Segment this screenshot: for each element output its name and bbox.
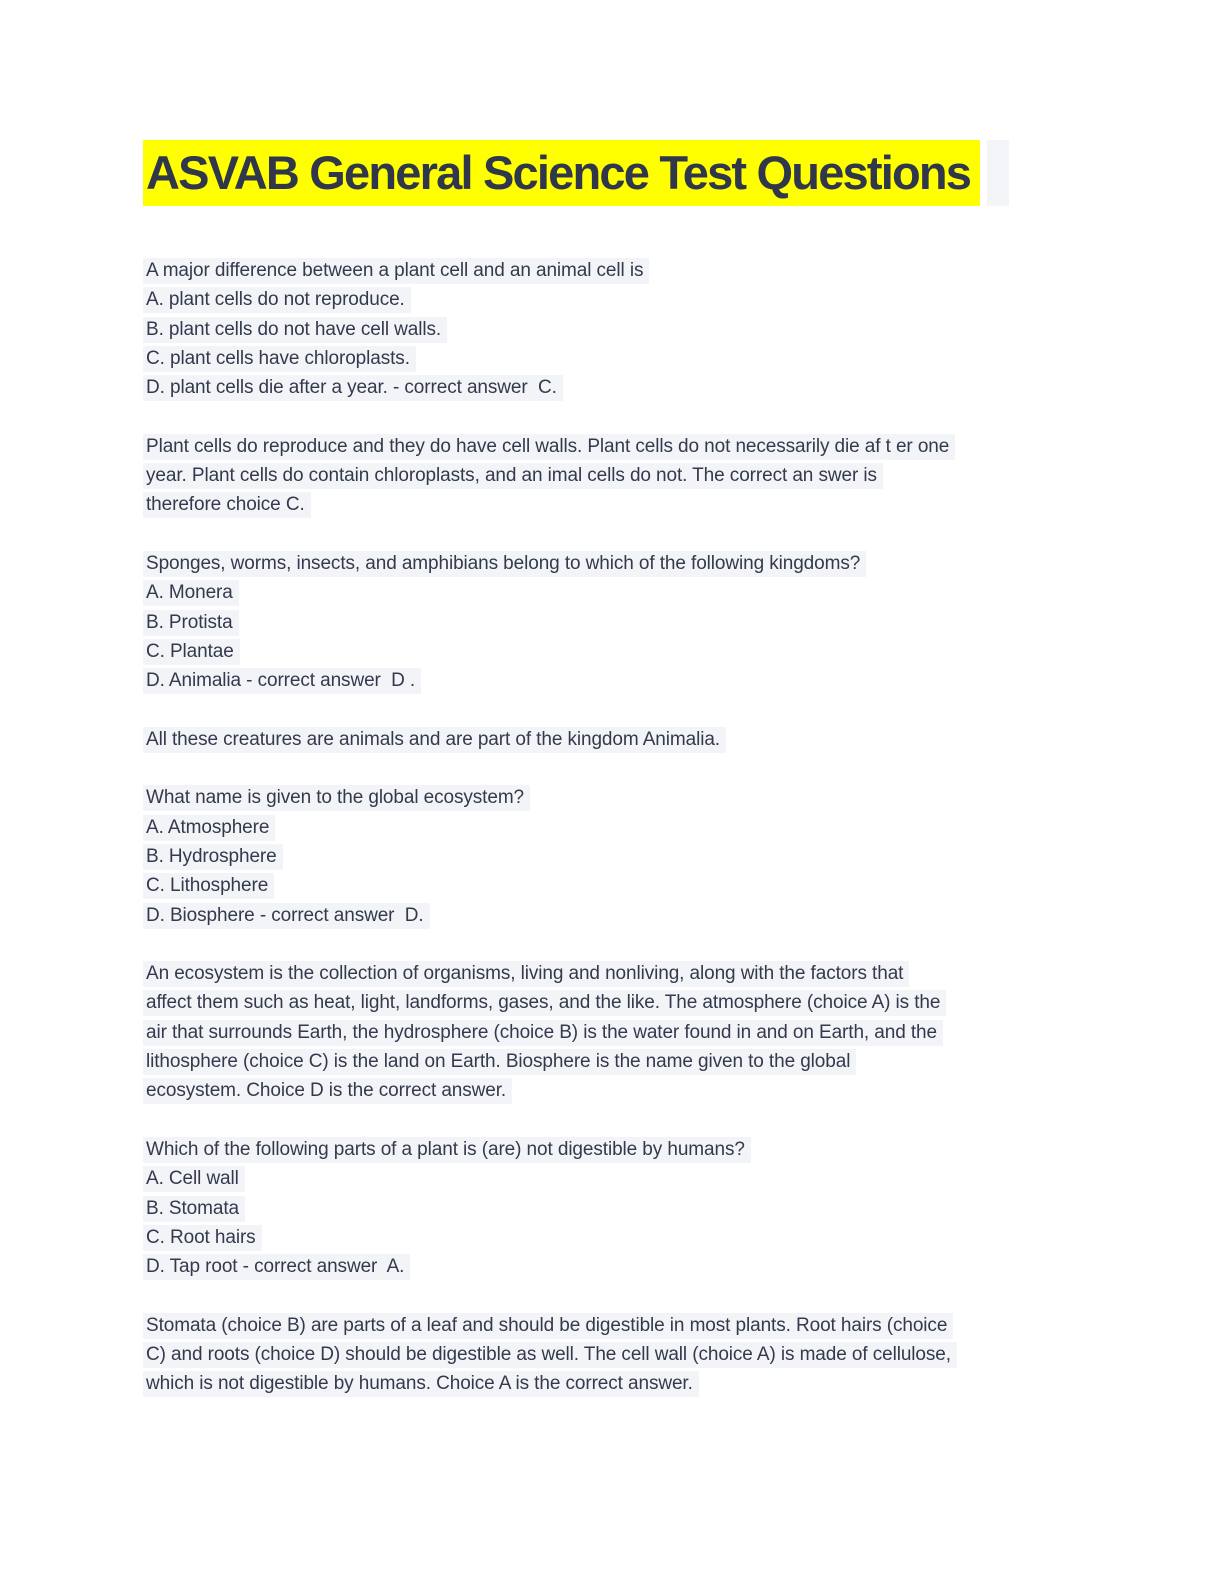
explanation-text: ecosystem. Choice D is the correct answer. — [143, 1078, 512, 1104]
choice-a: A. plant cells do not reproduce. — [143, 287, 411, 313]
question-text: Which of the following parts of a plant is (are) not digestible by humans? — [143, 1137, 751, 1163]
choice-b: B. Stomata — [143, 1196, 245, 1222]
title-highlight-tail — [987, 140, 1009, 206]
choice-a: A. Monera — [143, 580, 239, 606]
question-text: Sponges, worms, insects, and amphibians belong to which of the following kingdoms? — [143, 551, 866, 577]
explanation-2-block — [143, 725, 1093, 754]
question-4-block — [143, 1135, 1093, 1281]
choice-d-correct-answer: D. Animalia - correct answer D . — [143, 668, 421, 694]
blank-line — [143, 754, 1093, 783]
explanation-text: C) and roots (choice D) should be digestible as well. The cell wall (choice A) is made of cellulose, — [143, 1342, 957, 1368]
explanation-4-block — [143, 1311, 1093, 1399]
explanation-1-block — [143, 432, 1093, 520]
choice-c: C. plant cells have chloroplasts. — [143, 346, 416, 372]
blank-line — [143, 1281, 1093, 1310]
choice-a: A. Atmosphere — [143, 815, 275, 841]
choice-c: C. Plantae — [143, 639, 240, 665]
choice-d-correct-answer: D. plant cells die after a year. - correct answer C. — [143, 375, 563, 401]
choice-d-correct-answer: D. Biosphere - correct answer D. — [143, 903, 430, 929]
blank-line — [143, 402, 1093, 431]
title-row — [143, 140, 1093, 206]
choice-a: A. Cell wall — [143, 1166, 245, 1192]
explanation-text: year. Plant cells do contain chloroplasts, and an imal cells do not. The correct an swer is — [143, 463, 883, 489]
explanation-text: Stomata (choice B) are parts of a leaf and should be digestible in most plants. Root hairs (choice — [143, 1313, 953, 1339]
explanation-text: An ecosystem is the collection of organisms, living and nonliving, along with the factors that — [143, 961, 909, 987]
blank-line — [143, 1106, 1093, 1135]
blank-line — [143, 930, 1093, 959]
blank-line — [143, 520, 1093, 549]
question-1-block — [143, 256, 1093, 402]
explanation-text: air that surrounds Earth, the hydrosphere (choice B) is the water found in and on Earth, and the — [143, 1020, 943, 1046]
explanation-3-block — [143, 959, 1093, 1105]
question-text: What name is given to the global ecosystem? — [143, 785, 530, 811]
explanation-text: Plant cells do reproduce and they do have cell walls. Plant cells do not necessarily die af t er one — [143, 434, 955, 460]
choice-b: B. Protista — [143, 610, 239, 636]
choice-c: C. Root hairs — [143, 1225, 262, 1251]
choice-b: B. Hydrosphere — [143, 844, 283, 870]
explanation-text: All these creatures are animals and are part of the kingdom Animalia. — [143, 727, 726, 753]
document-body — [143, 256, 1093, 1399]
question-3-block — [143, 783, 1093, 929]
explanation-text: lithosphere (choice C) is the land on Earth. Biosphere is the name given to the global — [143, 1049, 856, 1075]
choice-b: B. plant cells do not have cell walls. — [143, 317, 447, 343]
explanation-text: affect them such as heat, light, landforms, gases, and the like. The atmosphere (choice A) is the — [143, 990, 946, 1016]
question-2-block — [143, 549, 1093, 695]
choice-c: C. Lithosphere — [143, 873, 274, 899]
question-text: A major difference between a plant cell and an animal cell is — [143, 258, 649, 284]
page-title: ASVAB General Science Test Questions — [143, 140, 980, 206]
blank-line — [143, 695, 1093, 724]
explanation-text: therefore choice C. — [143, 492, 311, 518]
choice-d-correct-answer: D. Tap root - correct answer A. — [143, 1254, 410, 1280]
explanation-text: which is not digestible by humans. Choice A is the correct answer. — [143, 1371, 699, 1397]
page-content — [143, 140, 1093, 1399]
